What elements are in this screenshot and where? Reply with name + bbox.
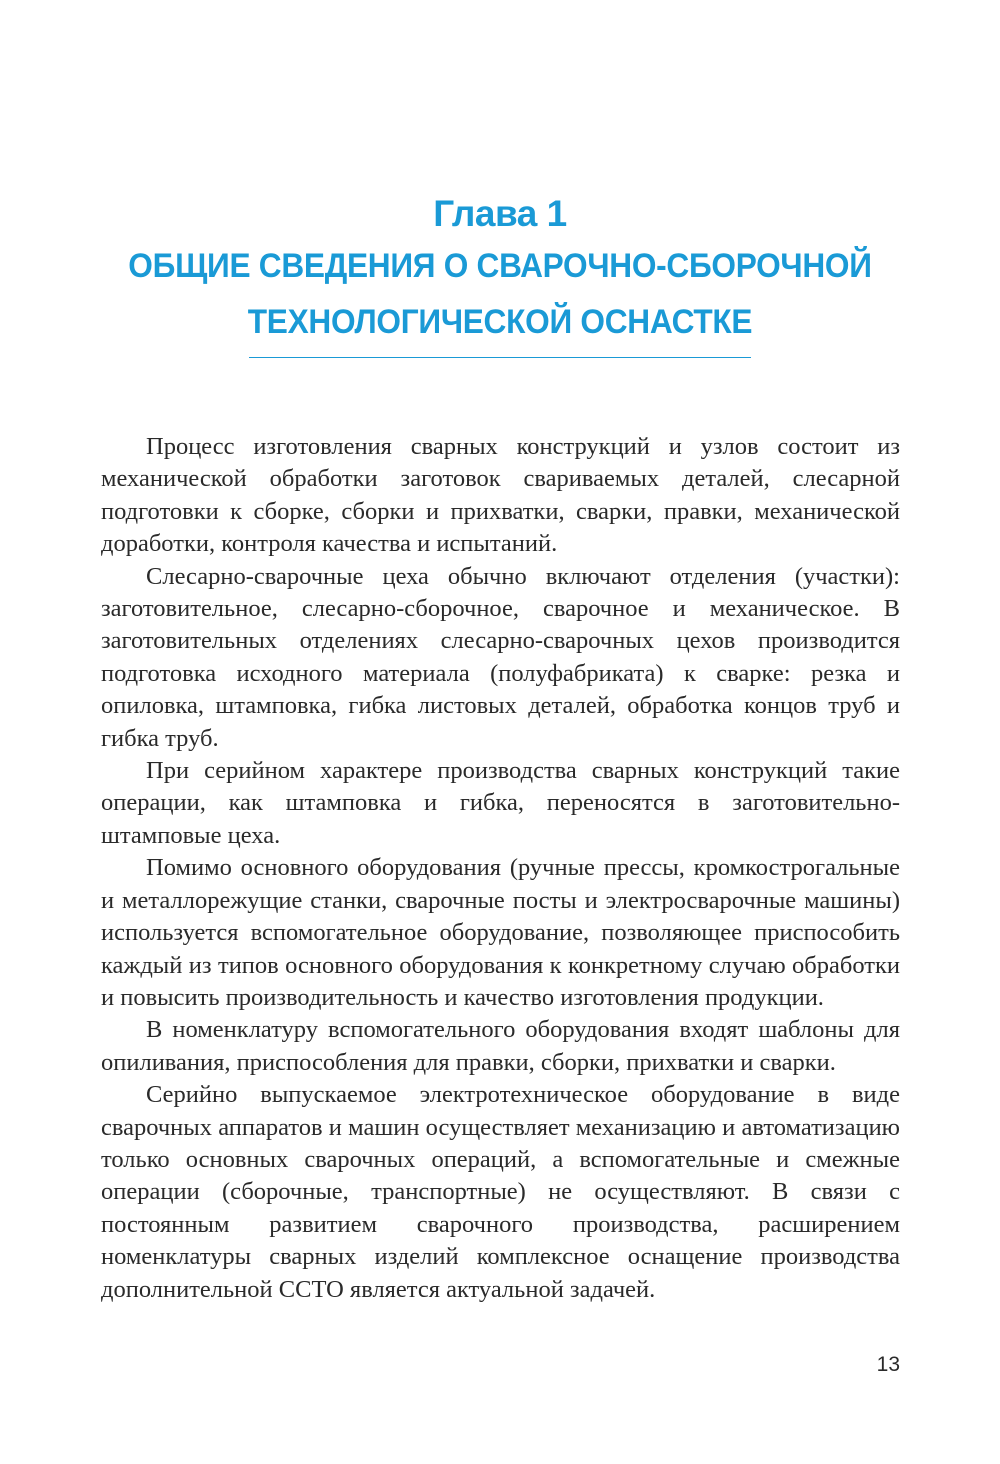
chapter-header (100, 190, 900, 350)
chapter-title-line-1: ОБЩИЕ СВЕДЕНИЯ О СВАРОЧНО-СБОРОЧНОЙ (128, 247, 872, 285)
paragraph: Слесарно-сварочные цеха обычно включают отделения (участки): заготовительное, слесарно-сборочное, сварочное и механическое. В заготовительных отделениях слесарно-сварочных цехов производится подготовка исходного материала (полуфабриката) к сварке: резка и опиловка, штамповка, гибка листовых деталей, обработка концов труб и гибка труб. (101, 562, 900, 752)
chapter-label: Глава 1 (433, 193, 567, 234)
paragraph: При серийном характере производства сварных конструкций такие операции, как штамповка и гибка, переносятся в заготовительно-штамповые цеха. (101, 757, 900, 849)
chapter-title-line-2: ТЕХНОЛОГИЧЕСКОЙ ОСНАСТКЕ (247, 303, 753, 341)
paragraph: В номенклатуру вспомогательного оборудования входят шаблоны для опиливания, приспособления для правки, сборки, прихватки и сварки. (101, 1016, 900, 1076)
chapter-divider (249, 357, 751, 358)
paragraph: Процесс изготовления сварных конструкций и узлов состоит из механической обработки заготовок свариваемых деталей, слесарной подготовки к сборке, сборки и прихватки, сварки, правки, механической доработки, контроля качества и испытаний. (101, 433, 900, 558)
paragraph: Помимо основного оборудования (ручные прессы, кромкострогальные и металлорежущие станки, сварочные посты и электросварочные машины) используется вспомогательное оборудование, позволяющее приспособить каждый из типов основного оборудования к конкретному случаю обработки и повысить производительность и качество изготовления продукции. (101, 854, 900, 1011)
paragraph: Серийно выпускаемое электротехническое оборудование в виде сварочных аппаратов и машин осуществляет механизацию и автоматизацию только основных сварочных операций, а вспомогательные и смежные операции (сборочные, транспортные) не осуществляют. В связи с постоянным развитием сварочного производства, расширением номенклатуры сварных изделий комплексное оснащение производства дополнительной ССТО является актуальной задачей. (101, 1081, 900, 1303)
body-text (101, 431, 900, 1306)
page-number: 13 (876, 1353, 900, 1376)
